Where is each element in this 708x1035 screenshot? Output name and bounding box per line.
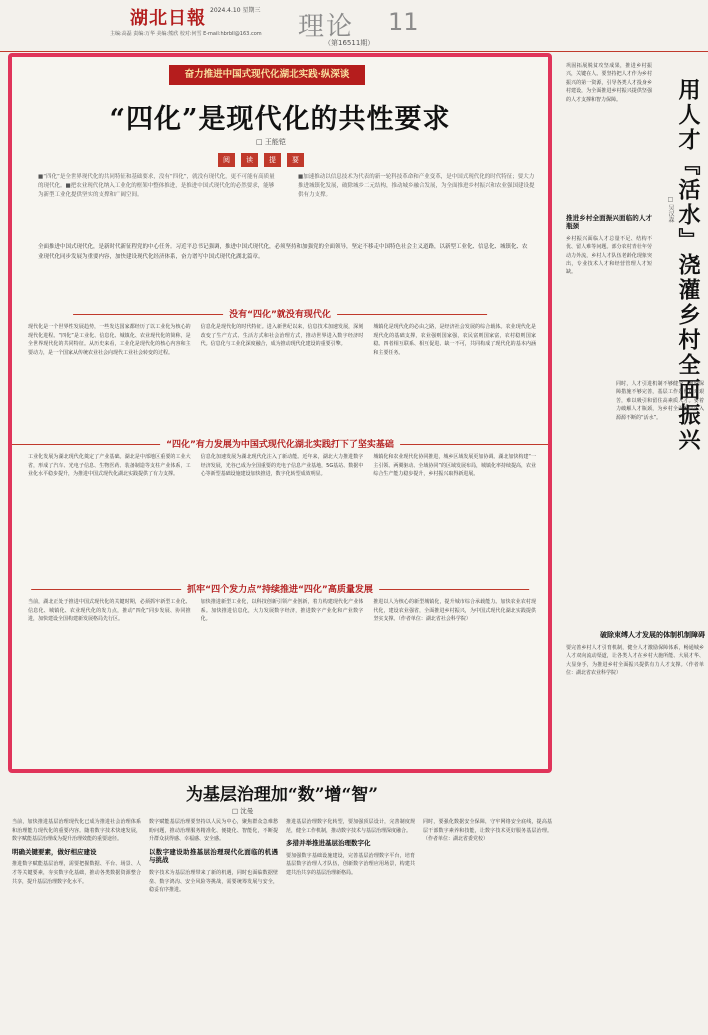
section-3-columns (28, 598, 536, 758)
highlighted-article[interactable] (8, 53, 552, 773)
subheading-3: 抓牢“四个发力点”持续推进“四化”高质量发展 (181, 582, 379, 595)
text-column (286, 818, 415, 1032)
section-title: 理论 (298, 12, 355, 42)
article2-subheading: 明确关键要素，做好相应建设 (12, 847, 97, 856)
right-column-a (566, 210, 652, 277)
right-subheading-2: 破除束缚人才发展的体制机制障碍 (600, 631, 705, 639)
summary-left: ■“四化”是全世界现代化的共同特征和基础要求，没有“四化”，就没有现代化，更不可能有高质量的现代化。■把农业现代化纳入工业化的框架中整体推进，是推进中国式现代化的必然要求，能够为新型工业化提供坚实的支撑和广阔空间。 (38, 174, 275, 198)
article-headline: “四化”是现代化的共性要求 (109, 104, 451, 135)
paragraph: 推进数字赋能基层治理，需要把握数据、平台、场景、人才等关键要素，夯实数字化基础，推动各类数据资源整合共享，提升基层治理数字化水平。 (12, 861, 141, 885)
section-1-columns (28, 323, 536, 423)
paragraph: 乡村振兴面临人才总量不足、结构不优、留人难等问题。部分农村青壮年劳动力外流，乡村人才队伍老龄化现象突出，专业技术人才和经营管理人才短缺。 (566, 235, 652, 276)
issue-date: 2024.4.10 星期三 (210, 7, 261, 14)
tag: 读 (241, 153, 258, 167)
article2-columns (12, 818, 552, 1032)
text-column: 城镇化和农业现代化协同推进，城乡区域发展更加协调。湖北加快构建“一主引领、两翼驱动、全域协同”的区域发展布局，城镇化率持续提高，农业综合生产能力稳步提升，乡村振兴取得新进展。 (373, 454, 537, 478)
text-column: 同时，要强化数据安全保障，守牢网络安全底线，提高基层干部数字素养和技能，让数字技术更好服务基层治理。（作者单位：湖北省委党校） (423, 819, 552, 843)
article-byline: □ 王能铠 (256, 138, 286, 146)
article2-headline: 为基层治理加“数”增“智” (185, 785, 379, 805)
text-column: 信息化是现代化的时代特征。进入新世纪以来，信息技术加速发展，深刻改变了生产方式、生活方式和社会治理方式，推动世界进入数字经济时代。信息化与工业化深度融合，成为推动现代化建设的重要引擎。 (200, 324, 364, 348)
paragraph: 要加强数字基础设施建设，完善基层治理数字平台，培育基层数字治理人才队伍，创新数字治理应用场景，构建共建共治共享的基层治理新格局。 (286, 852, 415, 876)
text-column: 推进以人为核心的新型城镇化，提升城市综合承载能力。加快农业农村现代化，建设农业强省，全面推进乡村振兴，为中国式现代化湖北实践提供坚实支撑。（作者单位：湖北省社会科学院） (373, 599, 537, 623)
article2-subheading: 以数字建设助推基层治理现代化面临的机遇与挑战 (149, 847, 278, 865)
reading-tips-tags (218, 153, 304, 167)
paragraph: 数字赋能基层治理要坚持以人民为中心，聚焦群众急难愁盼问题，推动治理服务精准化、便捷化、智能化，不断提升群众获得感、幸福感、安全感。 (149, 819, 278, 843)
text-column (149, 818, 278, 1032)
subheading-1: 没有“四化”就没有现代化 (223, 307, 337, 320)
right-column-b: 同时，人才引进机制不够健全，激励保障措施不够完善，基层工作条件相对艰苦，难以吸引和留住高素质人才。要着力破解人才瓶颈，为乡村全面振兴注入源源不断的“活水”。 (616, 381, 704, 421)
editor-credits: 主编:高磊 责编:万华 美编:熊欣 校对:何雪 E-mail:hbrbll@163.com (110, 31, 262, 37)
text-column: 现代化是一个世界性发展趋势，一些发达国家都经历了以工业化为核心的现代化进程。“四化”是工业化、信息化、城镇化、农业现代化的简称，是全世界现代化的共同特征。从历史来看，工业化是现代化的核心内容和主要动力，是一个国家从传统农业社会向现代工业社会转变的过程。 (28, 324, 191, 356)
newspaper-logo: 湖北日報 (130, 8, 206, 29)
summary-right: ■加速推动以信息技术为代表的新一轮科技革命和产业变革，是中国式现代化的时代特征；要大力推进城镇化发展，破除城乡二元结构，推动城乡融合发展，为全面推进乡村振兴和农业强国建设提供有力支撑。 (298, 174, 535, 198)
article2-subheading: 多措并举推进基层治理数字化 (286, 839, 371, 848)
lead-paragraph: 全面推进中国式现代化，是新时代新征程党的中心任务。习近平总书记强调，推进中国式现代化，必须坚持和加强党的全面领导，坚定不移走中国特色社会主义道路，以新型工业化、信息化、城镇化、农业现代化同步发展为重要内容，加快建设现代化经济体系，奋力谱写中国式现代化湖北篇章。 (38, 244, 528, 260)
paragraph: 当前，加快推进基层治理现代化已成为推进社会治理体系和治理能力现代化的重要内容。随着数字技术快速发展，数字赋能基层治理成为提升治理效能的重要途径。 (12, 819, 141, 843)
text-column: 信息化加速发展为湖北现代化注入了新动能。近年来，湖北大力推进数字经济发展，光谷已成为全国重要的光电子信息产业基地，5G基站、数据中心等新型基础设施建设加快推进，数字化转型成效明显。 (200, 454, 364, 478)
section-2-columns (28, 453, 536, 563)
tag: 阅 (218, 153, 235, 167)
tag: 要 (287, 153, 304, 167)
text-column (12, 818, 141, 1032)
right-article-byline: □ 吴汉森 (667, 196, 674, 223)
text-column: 城镇化是现代化的必由之路，是经济社会发展的综合载体。农业现代化是现代化的基础支撑，农业强则国家强，农民富则国家富，农村稳则国家稳。四者相互联系、相互促进、缺一不可，共同构成了现代化的基本内涵和主要任务。 (373, 324, 537, 356)
text-column: 工业化发展为湖北现代化奠定了产业基础。湖北是中部地区重要的工业大省，形成了汽车、光电子信息、生物医药、装备制造等支柱产业体系，工业化水平稳步提升，为推进中国式现代化湖北实践提供了有力支撑。 (28, 454, 191, 478)
page-number: 11 (388, 8, 419, 36)
article2-byline: □ 沈曼 (232, 807, 254, 815)
text-column: 加快推进新型工业化，以科技创新引领产业创新，着力构建现代化产业体系。加快推进信息化，大力发展数字经济，推进数字产业化和产业数字化。 (200, 599, 364, 623)
masthead (0, 0, 708, 52)
right-top-text: 巩固拓展脱贫攻坚成果，推进乡村振兴，关键在人。要坚持把人才作为乡村振兴的第一资源，引导各类人才投身乡村建设，为全面推进乡村振兴提供坚强的人才支撑和智力保障。 (566, 63, 652, 103)
tag: 提 (264, 153, 281, 167)
right-article-title: 用人才『活水』浇灌乡村全面振兴 (675, 78, 701, 453)
right-subheading: 推进乡村全面振兴面临的人才瓶颈 (566, 214, 652, 231)
text-column: 当前，湖北正处于推进中国式现代化的关键时期，必须抓牢新型工业化、信息化、城镇化、农业现代化的发力点，推动“四化”同步发展、协同推进，加快建设全国构建新发展格局先行区。 (28, 599, 191, 623)
series-banner: 奋力推进中国式现代化湖北实践·纵深谈 (169, 65, 365, 85)
paragraph: 数字技术为基层治理带来了新的机遇，同时也面临数据壁垒、数字鸿沟、安全风险等挑战，需要统筹发展与安全，稳妥有序推进。 (149, 869, 278, 894)
issue-number: （第16511期） (324, 39, 375, 47)
right-bottom-text: 要完善乡村人才引育机制，健全人才激励保障体系，畅通城乡人才双向流动渠道，让各类人才在乡村大施所能、大展才华、大显身手，为推进乡村全面振兴提供有力人才支撑。（作者单位：湖北省农业科学院） (566, 645, 704, 677)
subheading-2: “四化”有力发展为中国式现代化湖北实践打下了坚实基础 (160, 437, 400, 450)
paragraph: 推进基层治理数字化转型，要加强顶层设计，完善制度规范，健全工作机制，推动数字技术与基层治理深度融合。 (286, 819, 415, 834)
